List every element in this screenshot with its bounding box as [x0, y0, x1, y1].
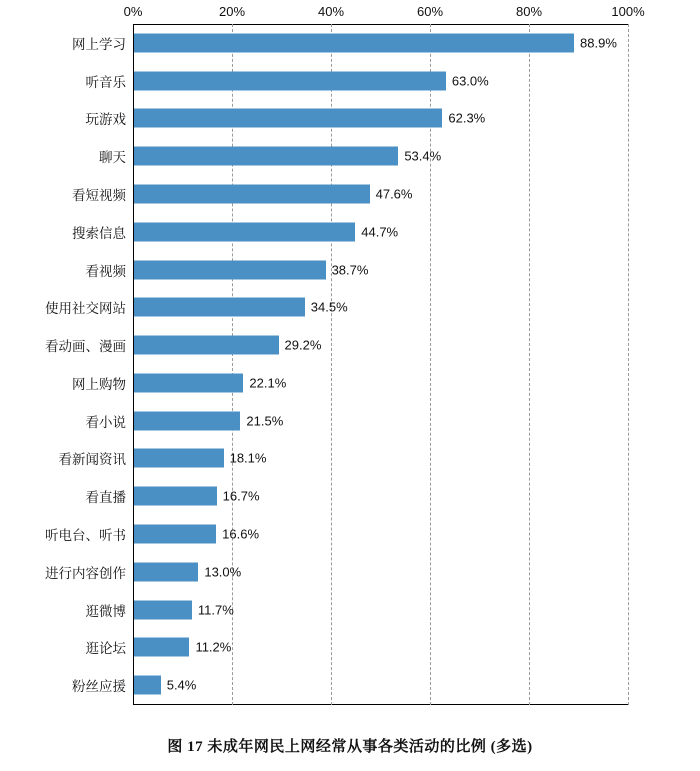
bar-value-label: 18.1%: [229, 450, 267, 466]
bar-value-label: 63.0%: [451, 73, 489, 89]
category-label: 网上购物: [72, 376, 126, 392]
bar-value-label: 16.6%: [222, 526, 260, 542]
bar: [134, 222, 355, 241]
bar-row: [0, 326, 700, 364]
bar: [134, 71, 446, 90]
bar-value-label: 38.7%: [331, 262, 369, 278]
x-tick-label: 0%: [123, 4, 143, 19]
category-label: 听电台、听书: [45, 528, 126, 543]
bar: [134, 185, 370, 204]
category-label: 进行内容创作: [45, 565, 126, 581]
bar-value-label: 88.9%: [580, 35, 617, 51]
bar-value-label: 22.1%: [249, 375, 287, 391]
category-label: 看新闻资讯: [58, 452, 126, 468]
bar-row: [0, 175, 700, 213]
bar: [134, 600, 192, 619]
bar-row: [0, 477, 700, 515]
bar-value-label: 11.7%: [197, 602, 234, 618]
figure-caption: 图 17 未成年网民上网经常从事各类活动的比例 (多选): [167, 739, 533, 755]
bar-row: [0, 288, 700, 326]
category-label: 玩游戏: [85, 112, 126, 128]
category-label: 粉丝应援: [72, 679, 126, 695]
bar-value-label: 16.7%: [222, 488, 260, 504]
category-label: 看视频: [85, 263, 126, 279]
bar-value-label: 13.0%: [204, 564, 242, 580]
category-label: 看动画、漫画: [45, 339, 126, 355]
x-tick-label: 60%: [416, 4, 444, 19]
bar: [134, 676, 161, 695]
category-label: 看短视频: [72, 188, 126, 203]
bar: [134, 33, 574, 52]
category-label: 看小说: [85, 414, 126, 430]
bar-row: [0, 591, 700, 629]
bar-value-label: 47.6%: [375, 186, 413, 202]
category-label: 听音乐: [85, 74, 126, 90]
bar: [134, 562, 198, 581]
bar-row: [0, 515, 700, 553]
bar-row: [0, 213, 700, 251]
bar: [134, 638, 189, 657]
bar: [134, 147, 398, 166]
bar: [134, 336, 279, 355]
category-label: 逛论坛: [85, 641, 126, 657]
category-label: 逛微博: [85, 603, 126, 619]
bar: [134, 487, 217, 506]
bar: [134, 298, 305, 317]
bar-row: [0, 666, 700, 704]
category-label: 网上学习: [72, 36, 126, 52]
bar-row: [0, 440, 700, 478]
bar: [134, 373, 243, 392]
bar-value-label: 53.4%: [404, 148, 442, 164]
bar-row: [0, 137, 700, 175]
bar-value-label: 34.5%: [310, 299, 348, 315]
bar-value-label: 11.2%: [195, 639, 232, 655]
bar-row: [0, 251, 700, 289]
bar: [134, 525, 216, 544]
category-label: 使用社交网站: [45, 301, 126, 317]
bar-value-label: 62.3%: [448, 110, 486, 126]
category-label: 搜索信息: [72, 225, 126, 241]
bar-rows: [0, 24, 700, 704]
x-tick-label: 40%: [317, 4, 345, 19]
x-tick-label: 100%: [611, 4, 645, 19]
bar-row: [0, 628, 700, 666]
bar-row: [0, 402, 700, 440]
bar-value-label: 21.5%: [246, 413, 284, 429]
bar: [134, 411, 240, 430]
bar-row: [0, 553, 700, 591]
bar-value-label: 29.2%: [284, 337, 322, 353]
bar: [134, 260, 326, 279]
bar-row: [0, 24, 700, 62]
bar-value-label: 5.4%: [166, 677, 197, 693]
x-tick-label: 20%: [218, 4, 246, 19]
axis-bottom-line: [133, 704, 628, 705]
category-label: 聊天: [99, 150, 126, 166]
x-tick-label: 80%: [515, 4, 543, 19]
bar-row: [0, 364, 700, 402]
category-label: 看直播: [85, 490, 126, 506]
bar-row: [0, 100, 700, 138]
bar: [134, 109, 442, 128]
bar-value-label: 44.7%: [361, 224, 399, 240]
bar: [134, 449, 224, 468]
bar-row: [0, 62, 700, 100]
